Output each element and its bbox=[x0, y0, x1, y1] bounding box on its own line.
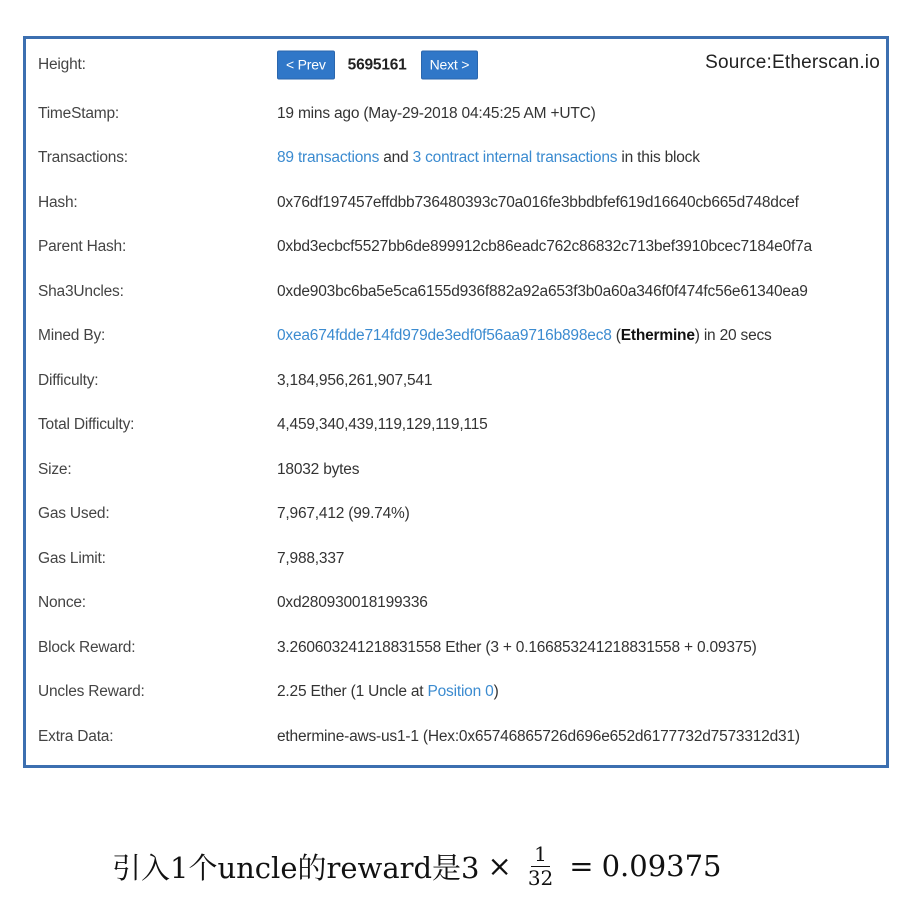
row-block-reward bbox=[26, 626, 886, 670]
formula-denominator: 32 bbox=[527, 865, 554, 890]
block-reward-label: Block Reward: bbox=[38, 639, 136, 656]
formula-numerator: 1 bbox=[531, 843, 550, 867]
transactions-tail: in this block bbox=[617, 149, 700, 166]
mined-by-label: Mined By: bbox=[38, 327, 106, 344]
prev-block-button[interactable]: < Prev bbox=[277, 51, 335, 80]
formula-result: 0.09375 bbox=[601, 849, 722, 883]
parent-hash-label: Parent Hash: bbox=[38, 238, 127, 255]
miner-name: Ethermine bbox=[620, 327, 695, 344]
hash-label: Hash: bbox=[38, 194, 78, 211]
timestamp-value: 19 mins ago (May-29-2018 04:45:25 AM +UTC) bbox=[277, 105, 596, 122]
miner-address-link[interactable]: 0xea674fdde714fd979de3edf0f56aa9716b898ec8 bbox=[277, 327, 612, 344]
uncle-reward-formula bbox=[112, 836, 722, 896]
next-block-button[interactable]: Next > bbox=[421, 51, 479, 80]
formula-fraction bbox=[528, 843, 553, 890]
row-gas-limit bbox=[26, 537, 886, 581]
block-reward-value: 3.260603241218831558 Ether (3 + 0.166853241218831558 + 0.09375) bbox=[277, 639, 757, 656]
sha3uncles-label: Sha3Uncles: bbox=[38, 283, 124, 300]
uncles-reward-value bbox=[277, 683, 499, 701]
timestamp-label: TimeStamp: bbox=[38, 105, 119, 122]
block-details-panel bbox=[23, 36, 889, 768]
row-hash bbox=[26, 181, 886, 225]
size-label: Size: bbox=[38, 461, 72, 478]
size-value: 18032 bytes bbox=[277, 461, 360, 478]
row-uncles-reward bbox=[26, 670, 886, 714]
row-total-difficulty bbox=[26, 403, 886, 447]
source-caption: Source:Etherscan.io bbox=[705, 52, 880, 73]
height-value bbox=[277, 51, 478, 80]
difficulty-label: Difficulty: bbox=[38, 372, 99, 389]
miner-open-paren: ( bbox=[611, 327, 621, 344]
nonce-label: Nonce: bbox=[38, 594, 86, 611]
row-gas-used bbox=[26, 492, 886, 536]
block-number: 5695161 bbox=[347, 56, 407, 73]
gas-used-label: Gas Used: bbox=[38, 505, 110, 522]
gas-used-value: 7,967,412 (99.74%) bbox=[277, 505, 410, 522]
formula-equals: = bbox=[569, 849, 594, 883]
total-difficulty-value: 4,459,340,439,119,129,119,115 bbox=[277, 416, 488, 433]
uncles-reward-suffix: ) bbox=[493, 683, 499, 700]
row-nonce bbox=[26, 581, 886, 625]
hash-value: 0x76df197457effdbb736480393c70a016fe3bbdbfef619d16640cb665d748dcef bbox=[277, 194, 799, 211]
formula-text: 引入1个uncle的reward是3 bbox=[112, 850, 480, 885]
row-difficulty bbox=[26, 359, 886, 403]
nonce-value: 0xd280930018199336 bbox=[277, 594, 428, 611]
miner-tail: ) in 20 secs bbox=[694, 327, 772, 344]
total-difficulty-label: Total Difficulty: bbox=[38, 416, 135, 433]
mined-by-value bbox=[277, 327, 772, 345]
row-height bbox=[26, 43, 886, 87]
height-label: Height: bbox=[38, 56, 86, 73]
uncle-position-link[interactable]: Position 0 bbox=[427, 683, 494, 700]
parent-hash-link[interactable]: 0xbd3ecbcf5527bb6de899912cb86eadc762c86832c713bef3910bcec7184e0f7a bbox=[277, 238, 812, 255]
uncles-reward-prefix: 2.25 Ether (1 Uncle at bbox=[277, 683, 428, 700]
gas-limit-label: Gas Limit: bbox=[38, 550, 106, 567]
internal-transactions-link[interactable]: 3 contract internal transactions bbox=[412, 149, 618, 166]
gas-limit-value: 7,988,337 bbox=[277, 550, 345, 567]
sha3uncles-value: 0xde903bc6ba5e5ca6155d936f882a92a653f3b0a60a346f0f474fc56e61340ea9 bbox=[277, 283, 808, 300]
row-transactions bbox=[26, 136, 886, 180]
difficulty-value: 3,184,956,261,907,541 bbox=[277, 372, 433, 389]
transactions-label: Transactions: bbox=[38, 149, 128, 166]
row-parent-hash bbox=[26, 225, 886, 269]
transactions-and: and bbox=[379, 149, 413, 166]
row-extra-data bbox=[26, 715, 886, 759]
row-sha3uncles bbox=[26, 270, 886, 314]
transactions-link[interactable]: 89 transactions bbox=[277, 149, 380, 166]
extra-data-label: Extra Data: bbox=[38, 728, 114, 745]
transactions-value bbox=[277, 149, 700, 167]
row-mined-by bbox=[26, 314, 886, 358]
row-timestamp bbox=[26, 92, 886, 136]
extra-data-value: ethermine-aws-us1-1 (Hex:0x65746865726d696e652d6177732d7573312d31) bbox=[277, 728, 800, 745]
uncles-reward-label: Uncles Reward: bbox=[38, 683, 145, 700]
row-size bbox=[26, 448, 886, 492]
formula-times: × bbox=[487, 849, 512, 883]
